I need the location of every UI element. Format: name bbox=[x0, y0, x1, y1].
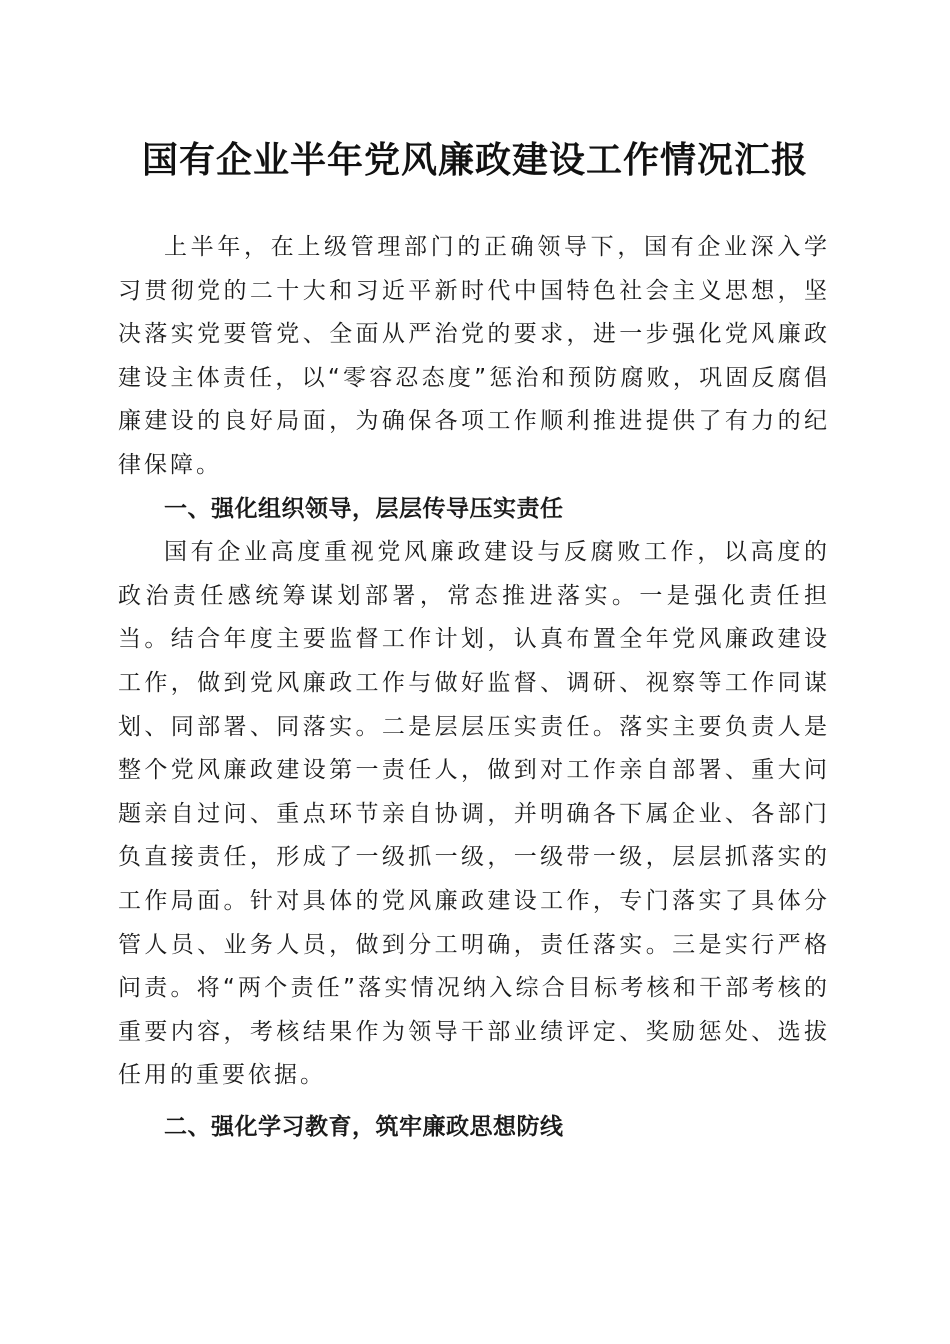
section-heading-2: 二、强化学习教育，筑牢廉政思想防线 bbox=[164, 1113, 564, 1140]
document-title: 国有企业半年党风廉政建设工作情况汇报 bbox=[141, 139, 808, 181]
intro-paragraph: 上半年，在上级管理部门的正确领导下，国有企业深入学习贯彻党的二十大和习近平新时代中国特色社会主义思想，坚决落实党要管党、全面从严治党的要求，进一步强化党风廉政建设主体责任，以“零容忍态度”惩治和预防腐败，巩固反腐倡廉建设的良好局面，为确保各项工作顺利推进提供了有力的纪律保障。 bbox=[118, 234, 830, 478]
section-heading-1: 一、强化组织领导，层层传导压实责任 bbox=[164, 495, 564, 522]
document-body bbox=[118, 226, 830, 1149]
section-paragraph-1: 国有企业高度重视党风廉政建设与反腐败工作，以高度的政治责任感统筹谋划部署，常态推进落实。一是强化责任担当。结合年度主要监督工作计划，认真布置全年党风廉政建设工作，做到党风廉政工作与做好监督、调研、视察等工作同谋划、同部署、同落实。二是层层压实责任。落实主要负责人是整个党风廉政建设第一责任人，做到对工作亲自部署、重大问题亲自过问、重点环节亲自协调，并明确各下属企业、各部门负直接责任，形成了一级抓一级，一级带一级，层层抓落实的工作局面。针对具体的党风廉政建设工作，专门落实了具体分管人员、业务人员，做到分工明确，责任落实。三是实行严格问责。将“两个责任”落实情况纳入综合目标考核和干部考核的重要内容，考核结果作为领导干部业绩评定、奖励惩处、选拔任用的重要依据。 bbox=[118, 539, 830, 1089]
